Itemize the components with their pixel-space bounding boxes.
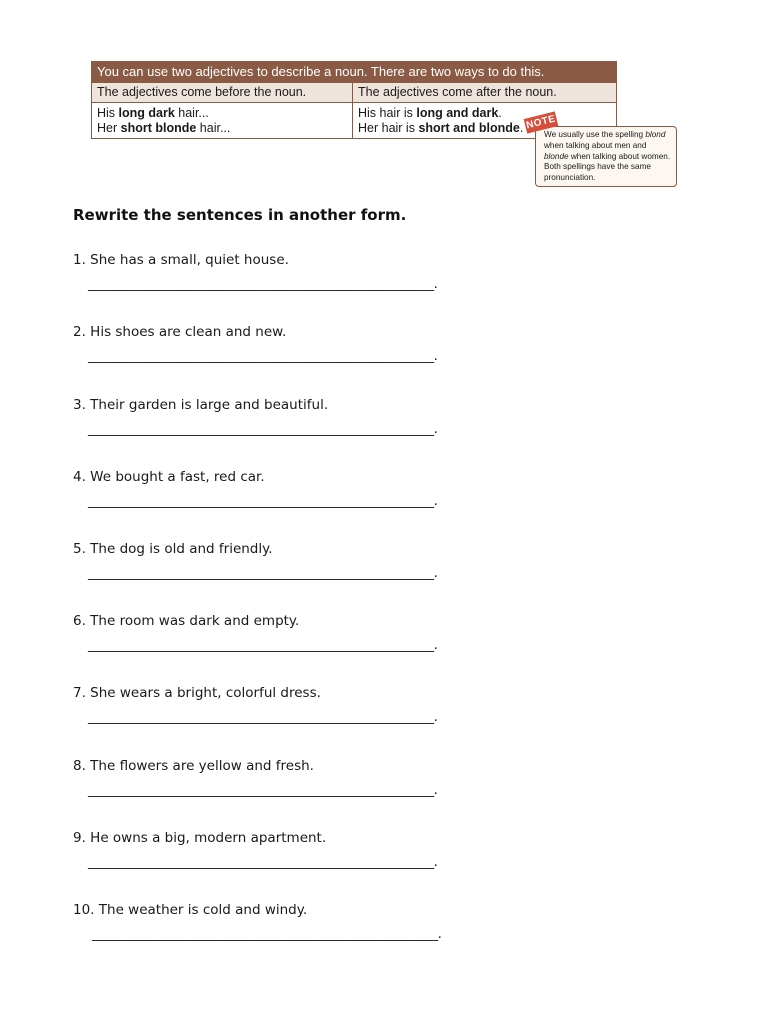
question-10: 10. The weather is cold and windy. <box>73 902 308 918</box>
answer-line-3[interactable]: ______________________________________________________. <box>88 421 438 437</box>
question-6: 6. The room was dark and empty. <box>73 613 300 629</box>
answer-line-6[interactable]: ______________________________________________________. <box>88 637 438 653</box>
col1-examples <box>92 103 353 138</box>
question-1: 1. She has a small, quiet house. <box>73 252 289 268</box>
grammar-box-header: You can use two adjectives to describe a noun. There are two ways to do this. <box>92 62 616 82</box>
col2-heading: The adjectives come after the noun. <box>358 85 557 99</box>
question-8: 8. The flowers are yellow and fresh. <box>73 758 314 774</box>
col1-example-2: Her short blonde hair... <box>97 121 231 135</box>
question-2: 2. His shoes are clean and new. <box>73 324 287 340</box>
answer-line-8[interactable]: ______________________________________________________. <box>88 782 438 798</box>
col1-example-1: His long dark hair... <box>97 106 209 120</box>
grammar-box-subheader-row <box>92 82 616 102</box>
answer-line-2[interactable]: ______________________________________________________. <box>88 348 438 364</box>
note-tag: NOTE <box>524 111 559 133</box>
answer-line-10[interactable]: ______________________________________________________. <box>92 926 442 942</box>
spelling-note: We usually use the spelling blond when talking about men and blonde when talking about women. Both spellings have the same pronunciation. <box>535 126 677 187</box>
answer-line-1[interactable]: ______________________________________________________. <box>88 276 438 292</box>
question-9: 9. He owns a big, modern apartment. <box>73 830 327 846</box>
col1-heading: The adjectives come before the noun. <box>92 83 353 102</box>
col2-example-2: Her hair is short and blonde. <box>358 121 524 135</box>
answer-line-7[interactable]: ______________________________________________________. <box>88 709 438 725</box>
question-5: 5. The dog is old and friendly. <box>73 541 273 557</box>
answer-line-4[interactable]: ______________________________________________________. <box>88 493 438 509</box>
question-3: 3. Their garden is large and beautiful. <box>73 397 329 413</box>
col2-example-1: His hair is long and dark. <box>358 106 502 120</box>
question-7: 7. She wears a bright, colorful dress. <box>73 685 321 701</box>
instruction-heading: Rewrite the sentences in another form. <box>73 206 407 224</box>
answer-line-5[interactable]: ______________________________________________________. <box>88 565 438 581</box>
question-4: 4. We bought a fast, red car. <box>73 469 265 485</box>
answer-line-9[interactable]: ______________________________________________________. <box>88 854 438 870</box>
